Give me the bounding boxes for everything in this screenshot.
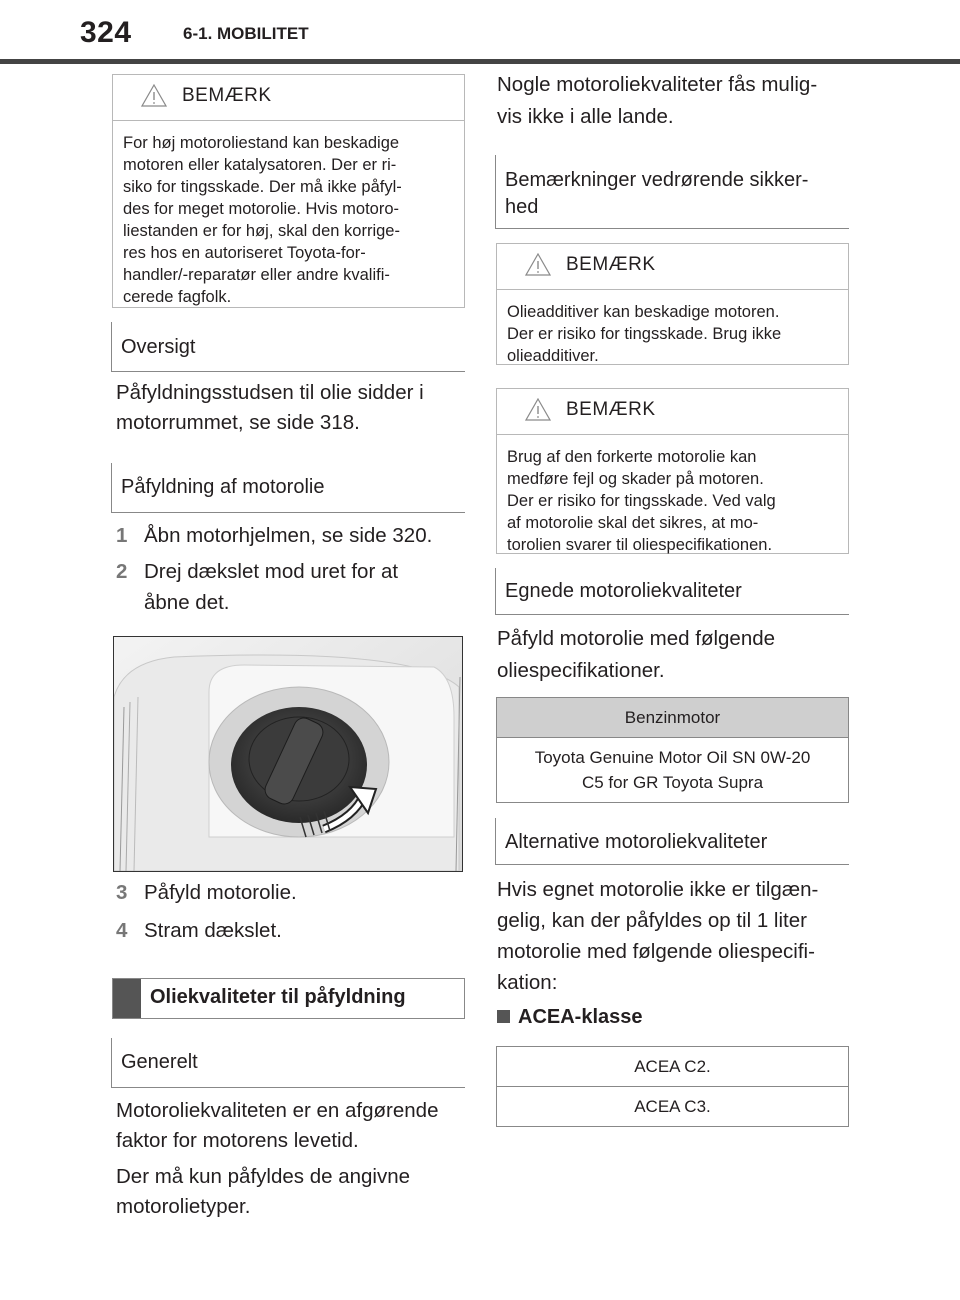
- paragraph: Påfyld motorolie med følgende oliespecifikationer.: [497, 627, 776, 682]
- step-1: 1 Åbn motorhjelmen, se side 320.: [116, 524, 433, 547]
- subheading-sikkerhed: [495, 155, 849, 229]
- warning-icon: [525, 253, 551, 276]
- acea-table: [496, 1046, 849, 1127]
- notice-box: [112, 74, 465, 308]
- subheading-pafyldning: [111, 463, 465, 513]
- oil-cap-illustration: [113, 636, 463, 872]
- paragraph: Der må kun påfyldes de angivne motorolietyper.: [116, 1165, 411, 1218]
- notice-text: Brug af den forkerte motorolie kan medføre fejl og skader på motoren. Der er risiko for tingsskade. Ved valg af motorolie skal det sikres, at mo- torolien svarer til oliespecifikationen.: [507, 448, 776, 554]
- warning-icon: [525, 398, 551, 421]
- paragraph: Motoroliekvaliteten er en afgørende faktor for motorens levetid.: [116, 1099, 439, 1152]
- notice-label: BEMÆRK: [566, 254, 656, 275]
- subheading-oversigt: [111, 322, 465, 372]
- subheading-label: Alternative motoroliekvaliteter: [505, 831, 768, 853]
- spec-table: [496, 697, 849, 803]
- acea-heading: ACEA-klasse: [497, 1006, 643, 1029]
- notice-header: [113, 75, 464, 121]
- paragraph: Nogle motoroliekvaliteter fås mulig- vis ikke i alle lande.: [497, 73, 818, 128]
- notice-label: BEMÆRK: [182, 85, 272, 106]
- subheading-label: Generelt: [121, 1051, 198, 1073]
- notice-text: Olieadditiver kan beskadige motoren. Der er risiko for tingsskade. Brug ikke olieadditiver.: [507, 303, 782, 365]
- section-title: 6-1. MOBILITET: [183, 24, 309, 43]
- notice-box: [496, 243, 849, 365]
- spec-table-cell: Toyota Genuine Motor Oil SN 0W-20 C5 for GR Toyota Supra: [497, 738, 849, 803]
- notice-label: BEMÆRK: [566, 399, 656, 420]
- notice-header: [497, 244, 848, 290]
- paragraph: Hvis egnet motorolie ikke er tilgæn- gelig, kan der påfyldes op til 1 liter motorolie med følgende oliespecifi- kation:: [497, 878, 819, 994]
- acea-row: ACEA C2.: [497, 1047, 849, 1087]
- subheading-label: Bemærkninger vedrørende sikker- hed: [505, 169, 809, 218]
- acea-row: ACEA C3.: [497, 1087, 849, 1127]
- step-4: 4 Stram dækslet.: [116, 919, 282, 942]
- warning-icon: [141, 84, 167, 107]
- spec-table-header: Benzinmotor: [497, 698, 849, 738]
- section-heading-label: Oliekvaliteter til påfyldning: [150, 986, 406, 1008]
- notice-text: For høj motoroliestand kan beskadige motoren eller katalysatoren. Der er ri- siko for tingsskade. Der må ikke påfyl- des for meget motorolie. Hvis motoro- liestanden er for høj, skal den korrige- res hos en autoriseret Toyota-for- handler/-reparatør eller andre kvalifi- cerede fagfolk.: [123, 134, 402, 306]
- section-heading-oliekvaliteter: [112, 978, 465, 1019]
- paragraph: Påfyldningsstudsen til olie sidder i motorrummet, se side 318.: [116, 381, 424, 434]
- header-rule: [0, 59, 960, 64]
- notice-box: [496, 388, 849, 554]
- notice-header: [497, 389, 848, 435]
- square-bullet-icon: [497, 1010, 510, 1023]
- page-number: 324: [80, 16, 132, 49]
- subheading-egnede: [495, 568, 849, 615]
- subheading-alternative: [495, 818, 849, 865]
- subheading-generelt: [111, 1038, 465, 1088]
- subheading-label: Oversigt: [121, 336, 196, 358]
- subheading-label: Påfyldning af motorolie: [121, 476, 325, 498]
- step-3: 3 Påfyld motorolie.: [116, 881, 297, 904]
- step-2: 2 Drej dækslet mod uret for at åbne det.: [116, 560, 399, 614]
- subheading-label: Egnede motoroliekvaliteter: [505, 580, 742, 602]
